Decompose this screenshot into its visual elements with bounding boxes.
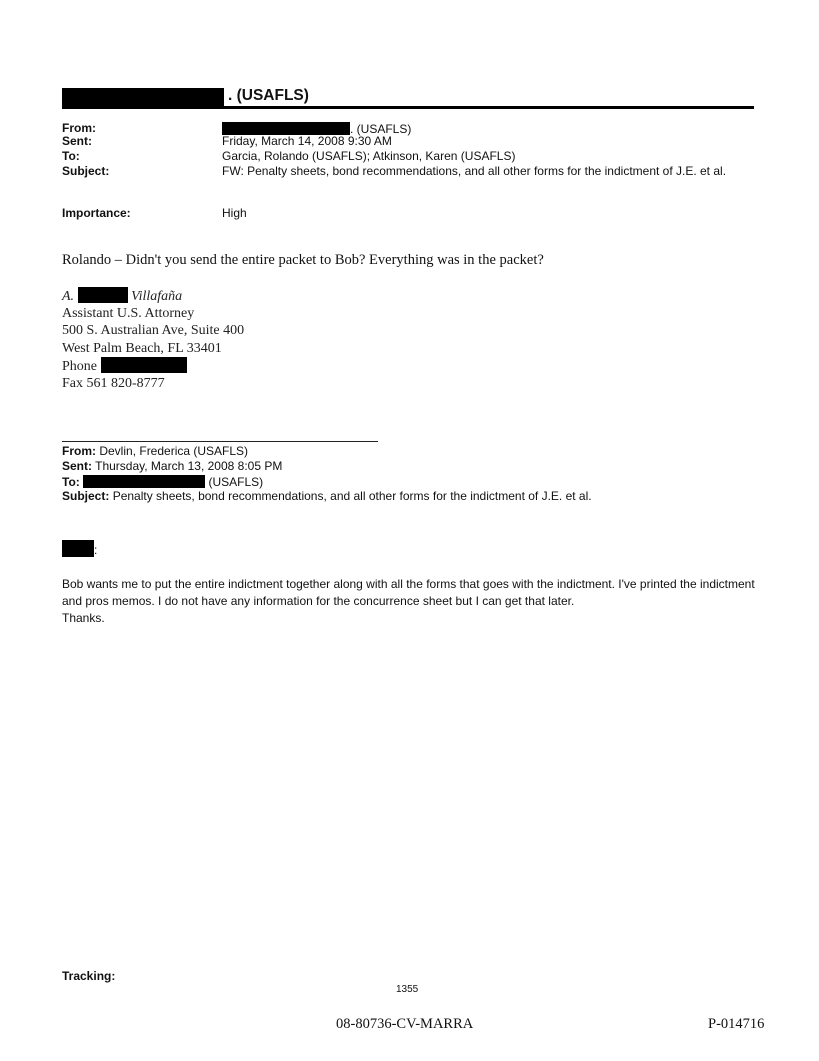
redaction-bar xyxy=(62,540,94,557)
from-value: . (USAFLS) xyxy=(222,122,762,136)
fwd-body-text: Bob wants me to put the entire indictment together along with all the forms that goes with the indictment. I've printed the indictment and pros memos. I do not have any information for the concurrence sheet but I can get that later. xyxy=(62,577,755,608)
message-text: Rolando – Didn't you send the entire packet to Bob? Everything was in the packet? xyxy=(62,252,544,268)
signature-name xyxy=(62,287,182,306)
to-value: Garcia, Rolando (USAFLS); Atkinson, Karen (USAFLS) xyxy=(222,149,516,163)
signature-address2: West Palm Beach, FL 33401 xyxy=(62,341,222,356)
fwd-sent-row xyxy=(62,460,282,473)
redaction-bar xyxy=(101,357,187,373)
bates-number: P-014716 xyxy=(708,1016,765,1032)
to-label: To: xyxy=(62,149,80,163)
importance-value: High xyxy=(222,206,247,220)
redaction-bar xyxy=(83,475,205,488)
tracking-label: Tracking: xyxy=(62,969,116,983)
fwd-body xyxy=(62,576,762,627)
subject-value: FW: Penalty sheets, bond recommendations, and all other forms for the indictment of J.E. et al. xyxy=(222,164,727,178)
sent-value: Friday, March 14, 2008 9:30 AM xyxy=(222,134,392,148)
fwd-sent-value: Thursday, March 13, 2008 8:05 PM xyxy=(95,459,283,473)
fwd-from-value: Devlin, Frederica (USAFLS) xyxy=(99,444,249,458)
redaction-bar xyxy=(62,88,224,108)
signature-phone: Phone xyxy=(62,357,187,376)
importance-label: Importance: xyxy=(62,206,131,220)
page-number: 1355 xyxy=(396,984,419,995)
fwd-subject-value: Penalty sheets, bond recommendations, and all other forms for the indictment of J.E. et al. xyxy=(112,489,592,503)
fwd-subject-row xyxy=(62,490,592,503)
signature-first: A. xyxy=(62,289,75,304)
case-number: 08-80736-CV-MARRA xyxy=(336,1016,474,1032)
fwd-sent-label: Sent: xyxy=(62,459,92,473)
signature-address1: 500 S. Australian Ave, Suite 400 xyxy=(62,323,245,338)
header-title: . (USAFLS) xyxy=(228,87,309,104)
fwd-subject-label: Subject: xyxy=(62,489,110,503)
fwd-from-label: From: xyxy=(62,444,96,458)
from-label: From: xyxy=(62,121,96,135)
header-divider xyxy=(62,106,754,109)
fwd-to-value: (USAFLS) xyxy=(208,475,264,489)
forward-divider xyxy=(62,441,378,442)
sent-label: Sent: xyxy=(62,134,92,148)
signature-title: Assistant U.S. Attorney xyxy=(62,306,195,321)
signature-last: Villafaña xyxy=(131,289,183,304)
fwd-to-label: To: xyxy=(62,475,80,489)
signature-fax: Fax 561 820-8777 xyxy=(62,376,165,391)
fwd-closing: Thanks. xyxy=(62,611,105,625)
fwd-greeting: : xyxy=(62,540,97,557)
fwd-from-row xyxy=(62,445,248,458)
fwd-to-row xyxy=(62,475,263,489)
subject-label: Subject: xyxy=(62,164,110,178)
redaction-bar xyxy=(78,287,128,303)
